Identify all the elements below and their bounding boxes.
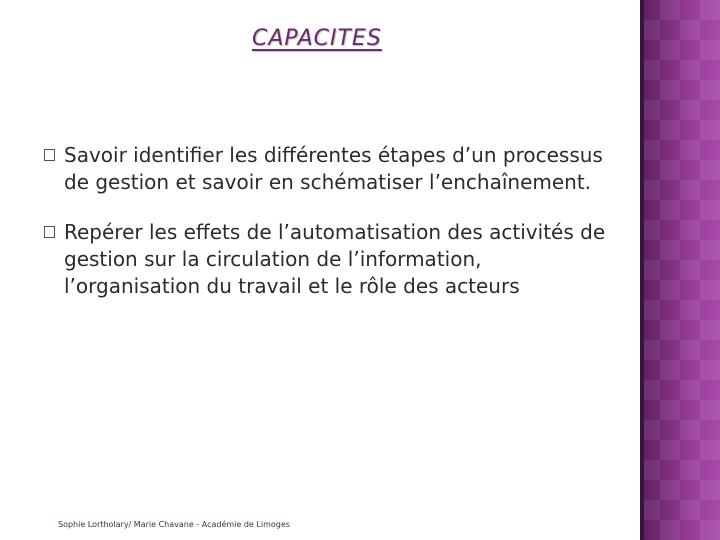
bullet-item (44, 142, 624, 196)
side-band-pattern (640, 0, 720, 540)
bullet-text: Repérer les effets de l’automatisation des activités de gestion sur la circulation de l’information, l’organisation du travail et le rôle des acteurs (64, 220, 606, 298)
checkbox-bullet-icon (44, 226, 55, 238)
slide-title: CAPACITES (252, 26, 382, 51)
footer-credit: Sophie Lortholary/ Marie Chavane - Académie de Limoges (58, 520, 290, 529)
bullet-list (44, 142, 624, 323)
decorative-side-band (640, 0, 720, 540)
side-band-edge (640, 0, 644, 540)
checkbox-bullet-icon (44, 149, 55, 161)
bullet-text: Savoir identifier les différentes étapes d’un processus de gestion et savoir en schématiser l’enchaînement. (64, 143, 603, 194)
bullet-item (44, 219, 624, 300)
